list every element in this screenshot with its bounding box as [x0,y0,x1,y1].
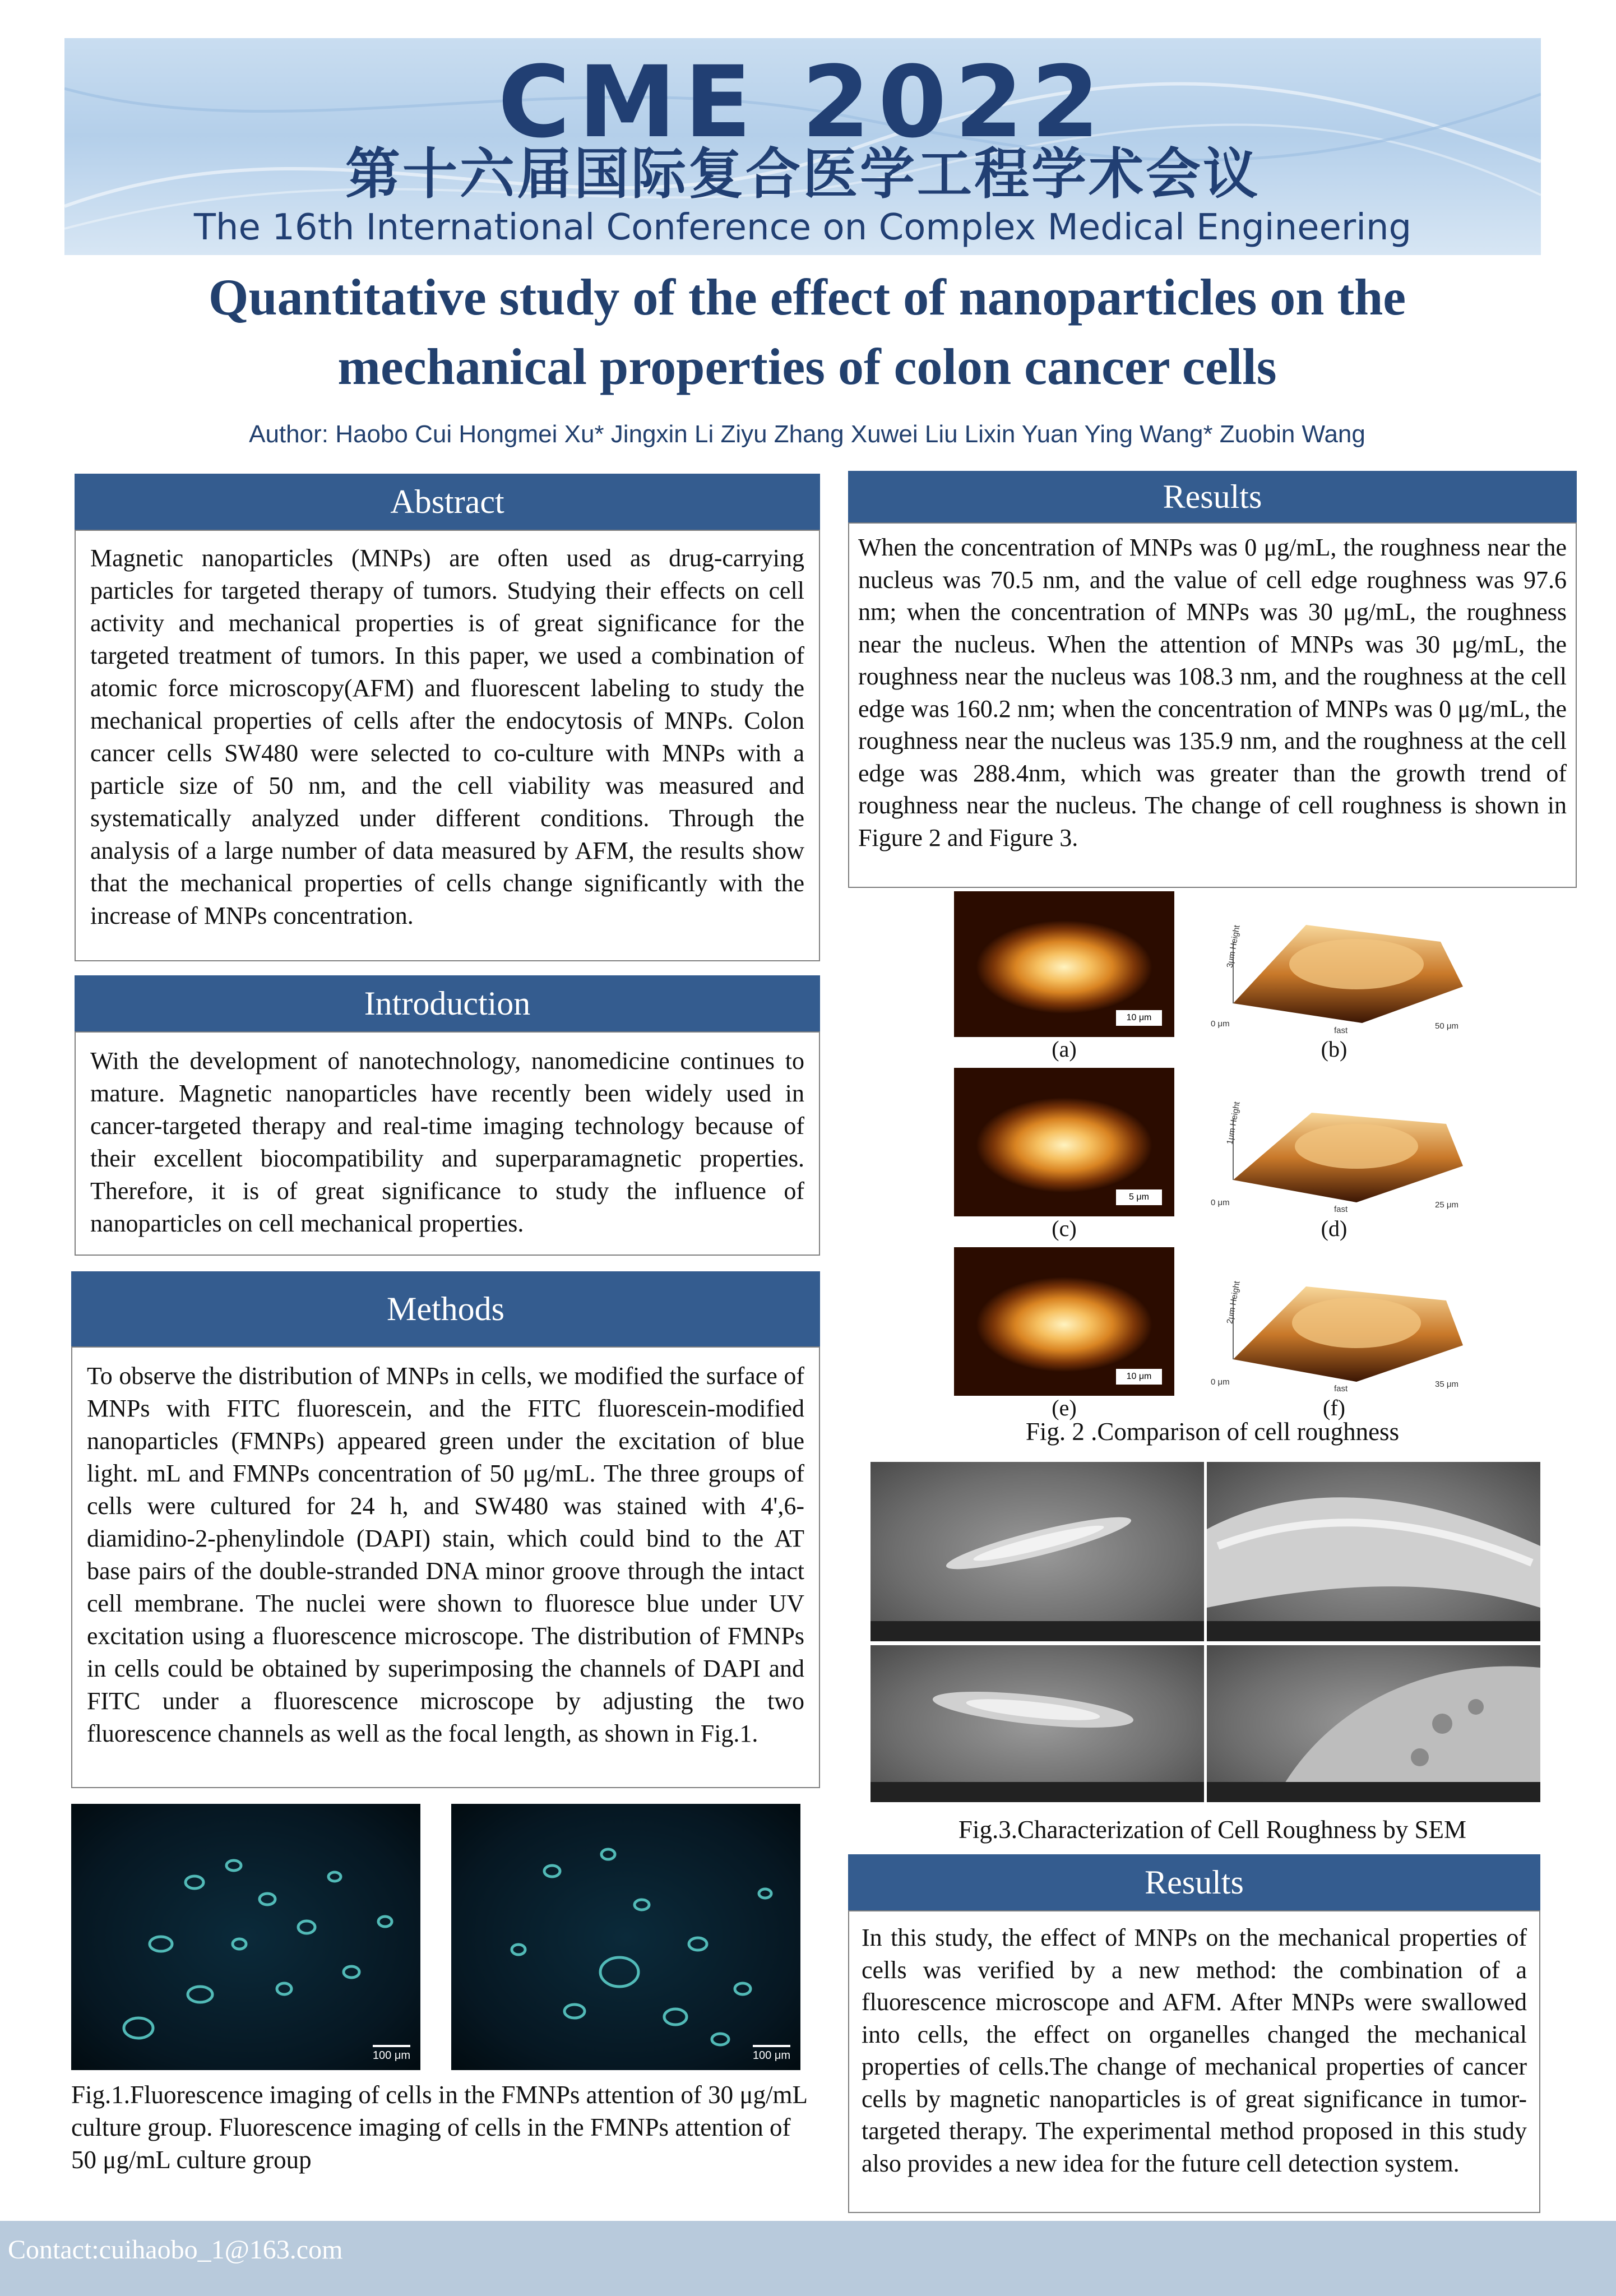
fig1-caption: Fig.1.Fluorescence imaging of cells in the FMNPs attention of 30 μg/mL culture group. Fluorescence imaging of cells in the FMNPs attention of 50 μg/mL culture group [71,2081,807,2174]
fig3-sem-image-1 [870,1462,1204,1641]
fig2-label-f: (f) [1323,1395,1345,1420]
sem-info-bar [1207,1782,1540,1802]
fig2-afm-3d-b [1177,891,1469,1037]
abstract-body: Magnetic nanoparticles (MNPs) are often used as drug-carrying particles for targeted therapy of tumors. Studying their effects on cell activity and mechanical properties is of great significance for the targeted treatment of tumors. In this paper, we used a combination of atomic force microscopy(AFM) and fluorescent labeling to study the mechanical properties of cells after the endocytosis of MNPs. Colon cancer cells SW480 were selected to co-culture with MNPs with a particle size of 50 nm, and the cell viability was measured and systematically analyzed under different conditions. Through the analysis of a large number of data measured by AFM, the results show that the mechanical properties of cells change significantly with the increase of MNPs concentration. [75,530,820,961]
fig3-caption: Fig.3.Characterization of Cell Roughness by SEM [958,1816,1467,1844]
fig2-c-scale-bar: 5 μm [1116,1189,1162,1205]
fig3-sem-image-4 [1207,1645,1540,1802]
paper-title-line-2: mechanical properties of colon cancer cells [337,338,1277,395]
fig1-right-scale-label: 100 μm [752,2049,790,2062]
fig2-f-x-start: 0 μm [1211,1377,1230,1387]
fig2-afm-3d-f [1177,1247,1469,1396]
fig2-label-e: (e) [1052,1395,1077,1420]
fig2-f-z-label: 2μm Height [1225,1280,1242,1325]
fig2-d-x-start: 0 μm [1211,1198,1230,1207]
sem-cell-graphic [870,1462,1204,1641]
results-heading-1: Results [848,471,1577,522]
fig1-fluorescence-30ug [71,1804,420,2070]
introduction-heading: Introduction [75,975,820,1031]
fig2-b-x-end: 50 μm [1435,1021,1458,1031]
fig2-a-scale-bar: 10 μm [1116,1010,1162,1026]
fig2-b-x-start: 0 μm [1211,1019,1230,1029]
results-body-2: In this study, the effect of MNPs on the mechanical properties of cells was verified by a new method: the combination of a fluorescence microscope and AFM. After MNPs were swallowed into cells, the effect on organelles changed the mechanical properties of cells.The change of mechanical properties of cancer cells by magnetic nanoparticles is of great significance in tumor-targeted therapy. The experimental method proposed in this study also provides a new idea for the future cell detection system. [848,1910,1540,2213]
fig1-fluorescence-50ug [451,1804,800,2070]
fluorescent-cells-graphic [71,1804,420,2070]
conference-name: CME 2022 [498,45,1108,160]
fig2-afm-3d-d [1177,1068,1469,1216]
paper-title [78,262,1536,401]
author-list: Author: Haobo Cui Hongmei Xu* Jingxin Li Ziyu Zhang Xuwei Liu Lixin Yuan Ying Wang* Zuobin Wang [249,420,1365,448]
fig2-d-x-mid: fast [1334,1205,1348,1214]
fig3-sem-image-3 [870,1645,1204,1802]
methods-body: To observe the distribution of MNPs in cells, we modified the surface of MNPs with FITC fluorescein, and the FITC fluorescein-modified nanoparticles (FMNPs) appeared green under the excitation of blue light. mL and FMNPs concentration of 50 μg/mL. The three groups of cells were cultured for 24 h, and SW480 was stained with 4',6-diamidino-2-phenylindole (DAPI) stain, which could bind to the AT base pairs of the double-stranded DNA minor groove through the intact cell membrane. The nuclei were shown to fluoresce blue under UV excitation using a fluorescence microscope. The distribution of FMNPs in cells could be obtained by superimposing the channels of DAPI and FITC under a fluorescence microscope by adjusting the two fluorescence channels as well as the focal length, as shown in Fig.1. [71,1346,820,1788]
contact-email: Contact:cuihaobo_1@163.com [8,2235,343,2265]
sem-cell-surface-graphic [1207,1462,1540,1641]
fig2-afm-2d-e [954,1247,1174,1396]
fig1-left-scale-label: 100 μm [372,2049,410,2062]
results-heading-2: Results [848,1854,1540,1910]
fig2-d-x-end: 25 μm [1435,1200,1458,1210]
fig2-f-x-end: 35 μm [1435,1380,1458,1389]
fig2-afm-2d-a [954,891,1174,1037]
sem-cell-graphic [870,1645,1204,1802]
conference-banner [64,38,1541,255]
afm-3d-surface-graphic [1177,1068,1469,1216]
fluorescent-cells-graphic [451,1804,800,2070]
fig2-label-a: (a) [1052,1036,1077,1062]
fig2-b-z-label: 3μm Height [1225,924,1242,969]
fig2-label-b: (b) [1321,1036,1348,1062]
fig2-d-z-label: 1μm Height [1225,1101,1242,1145]
fig2-e-scale-bar: 10 μm [1116,1369,1162,1385]
sem-cell-surface-graphic [1207,1645,1540,1802]
paper-title-line-1: Quantitative study of the effect of nanoparticles on the [208,269,1406,326]
introduction-body: With the development of nanotechnology, nanomedicine continues to mature. Magnetic nanoparticles have recently been widely used in cancer-targeted therapy and real-time imaging technology because of their excellent biocompatibility and superparamagnetic properties. Therefore, it is of great significance to study the influence of nanoparticles on cell mechanical properties. [75,1031,820,1256]
fig2-b-x-mid: fast [1334,1026,1348,1035]
sem-info-bar [870,1782,1204,1802]
fig2-label-c: (c) [1052,1216,1077,1241]
fig2-caption: Fig. 2 .Comparison of cell roughness [1025,1418,1400,1446]
results-body-1: When the concentration of MNPs was 0 μg/mL, the roughness near the nucleus was 70.5 nm, and the value of cell edge roughness was 97.6 nm; when the concentration of MNPs was 30 μg/mL, the roughness near the nucleus. When the attention of MNPs was 30 μg/mL, the roughness near the nucleus was 108.3 nm, and the roughness at the cell edge was 160.2 nm; when the concentration of MNPs was 0 μg/mL, the roughness near the nucleus was 135.9 nm, and the roughness at the cell edge was 288.4nm, which was greater than the growth trend of roughness near the nucleus. The change of cell roughness is shown in Figure 2 and Figure 3. [848,522,1577,888]
afm-3d-surface-graphic [1177,1247,1469,1396]
abstract-heading: Abstract [75,474,820,530]
footer-bar [0,2221,1616,2296]
afm-3d-surface-graphic [1177,891,1469,1037]
fig2-afm-2d-c [954,1068,1174,1216]
sem-info-bar [870,1621,1204,1641]
methods-heading: Methods [71,1271,820,1346]
fig2-f-x-mid: fast [1334,1384,1348,1394]
fig2-label-d: (d) [1321,1216,1348,1241]
conference-chinese-title: 第十六届国际复合医学工程学术会议 [345,142,1260,206]
sem-info-bar [1207,1621,1540,1641]
conference-english-subtitle: The 16th International Conference on Complex Medical Engineering [193,207,1412,248]
fig3-sem-image-2 [1207,1462,1540,1641]
